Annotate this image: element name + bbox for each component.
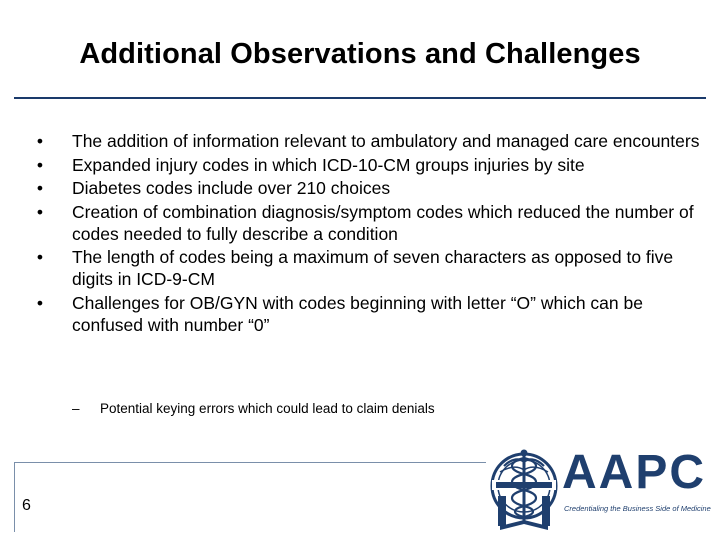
bullet-item [30, 246, 710, 290]
bullet-list [30, 130, 710, 337]
title-divider [14, 97, 706, 99]
bullet-glyph: • [36, 292, 44, 313]
logo-wordmark: AAPC [562, 446, 707, 499]
bullet-item [30, 154, 710, 176]
bullet-glyph: • [36, 201, 44, 222]
slide-title: Additional Observations and Challenges [79, 38, 641, 70]
bullet-text: Expanded injury codes in which ICD-10-CM groups injuries by site [72, 154, 585, 175]
bullet-glyph: • [36, 247, 44, 267]
bullet-item [30, 130, 710, 152]
sub-bullet [72, 400, 672, 418]
bullet-text: The length of codes being a maximum of seven characters as opposed to five digits in ICD-9-CM [72, 247, 674, 289]
logo-tagline: Credentialing the Business Side of Medicine [564, 504, 711, 513]
bullet-text: The addition of information relevant to ambulatory and managed care encounters [72, 131, 700, 151]
bullet-text: Challenges for OB/GYN with codes beginning with letter “O” which can be confused with number “0” [72, 292, 643, 335]
bullet-glyph: • [36, 131, 44, 151]
caduceus-emblem-icon [486, 440, 566, 532]
bullet-glyph: • [36, 154, 44, 175]
bullet-item [30, 292, 710, 336]
bullet-text: Diabetes codes include over 210 choices [72, 178, 391, 198]
bullet-text: Creation of combination diagnosis/symptom codes which reduced the number of codes needed to fully describe a condition [72, 201, 694, 244]
footer-divider [14, 462, 486, 463]
page-number: 6 [22, 497, 31, 514]
bullet-glyph: • [36, 178, 44, 198]
aapc-logo [486, 440, 711, 532]
bullet-item [30, 177, 710, 199]
sub-bullet-glyph: – [72, 401, 80, 416]
sub-bullet-text: Potential keying errors which could lead to claim denials [100, 401, 435, 416]
bullet-item [30, 201, 710, 245]
footer-side-rule [14, 462, 15, 532]
